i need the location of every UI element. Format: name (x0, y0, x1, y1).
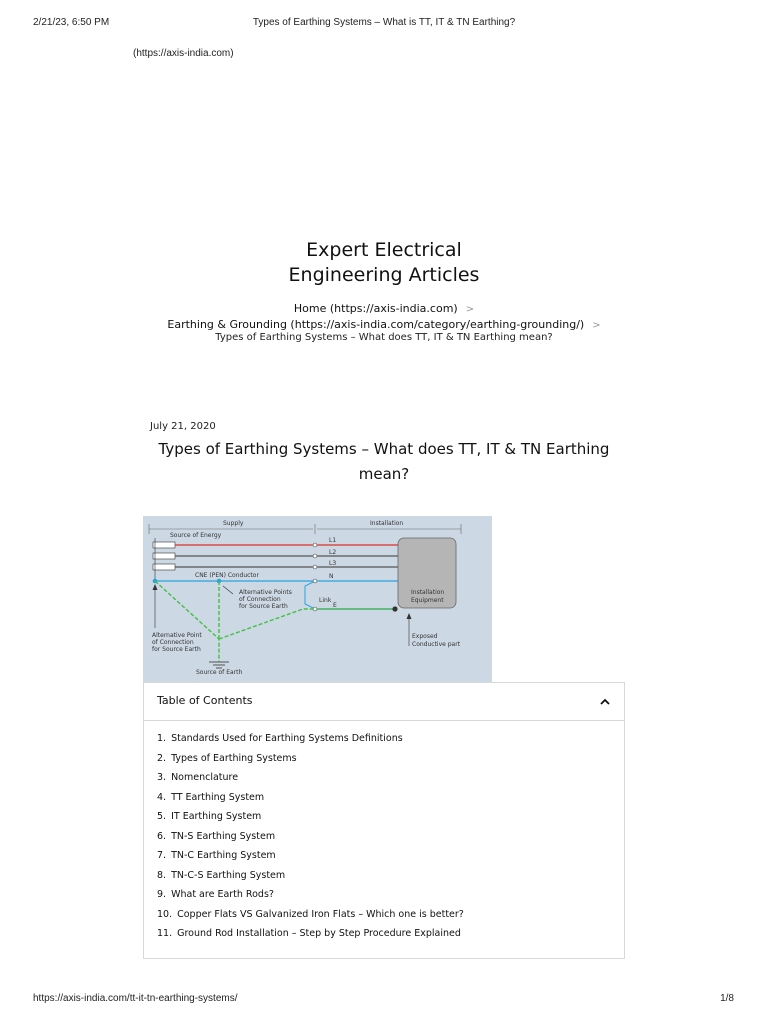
toc-item-number: 1. (157, 733, 167, 744)
link-conductor (305, 581, 395, 609)
toc-header[interactable] (144, 683, 624, 721)
diagram-label-alt-point-2: of Connection (152, 639, 194, 646)
site-title-line-1: Expert Electrical (306, 239, 462, 261)
diagram-label-e: E (333, 602, 337, 609)
chevron-right-icon: > (592, 320, 601, 331)
toc-list (157, 733, 464, 948)
toc-item-number: 8. (157, 869, 167, 881)
diagram-label-alt-points-3: for Source Earth (239, 603, 288, 610)
diagram-label-n: N (329, 573, 334, 580)
diagram-label-equipment-1: Installation (411, 589, 445, 596)
toc-item (157, 889, 464, 909)
toc-item-number: 4. (157, 791, 167, 803)
chevron-right-icon: > (465, 304, 475, 315)
toc-item-link[interactable]: Types of Earthing Systems (171, 752, 297, 764)
toc-item-number: 7. (157, 850, 167, 861)
toc-item-link[interactable]: TT Earthing System (171, 791, 265, 803)
diagram-label-exposed-1: Exposed (412, 633, 438, 640)
site-title-line-2: Engineering Articles (288, 264, 480, 286)
diagram-label-l3: L3 (329, 560, 337, 567)
toc-item-link[interactable]: TN-C-S Earthing System (171, 869, 286, 881)
toc-item (157, 909, 464, 929)
toc-item (157, 928, 464, 948)
diagram-label-link: Link (319, 597, 332, 604)
toc-item-number: 2. (157, 752, 167, 764)
diagram-label-alt-point-1: Alternative Point (152, 632, 202, 639)
breadcrumb-home-link[interactable]: Home (https://axis-india.com) (293, 302, 458, 315)
post-date: July 21, 2020 (150, 421, 216, 432)
toc-item-link[interactable]: Nomenclature (171, 772, 239, 783)
toc-item-number: 11. (157, 928, 173, 939)
site-home-link[interactable]: (https://axis-india.com) (133, 48, 234, 59)
diagram-label-alt-points-1: Alternative Points (239, 589, 292, 596)
toc-item (157, 870, 464, 890)
site-title (0, 238, 768, 288)
toc-item (157, 811, 464, 831)
diagram-label-supply: Supply (223, 520, 244, 527)
toc-item-link[interactable]: TN-S Earthing System (171, 830, 276, 842)
toc-item (157, 850, 464, 870)
diagram-label-l2: L2 (329, 549, 337, 556)
breadcrumb-category-link[interactable]: Earthing & Grounding (https://axis-india.com/category/earthing-grounding/) (167, 318, 585, 331)
table-of-contents (143, 682, 625, 959)
source-winding-1 (153, 542, 175, 548)
print-document-title: Types of Earthing Systems – What is TT, IT & TN Earthing? (252, 17, 516, 28)
diagram-label-source-of-energy: Source of Energy (170, 532, 222, 539)
toc-item-link[interactable]: TN-C Earthing System (171, 850, 276, 861)
source-winding-2 (153, 553, 175, 559)
diagram-label-installation: Installation (370, 520, 404, 527)
diagram-label-equipment-2: Equipment (411, 597, 444, 604)
toc-item-number: 10. (157, 908, 173, 920)
print-page-number: 1/8 (720, 993, 734, 1004)
diagram-label-cne: CNE (PEN) Conductor (195, 572, 259, 579)
article-title: Types of Earthing Systems – What does TT, IT & TN Earthing mean? (158, 440, 610, 483)
toc-item-number: 5. (157, 811, 167, 822)
toc-item-link[interactable]: IT Earthing System (171, 811, 262, 822)
toc-item-link[interactable]: Standards Used for Earthing Systems Definitions (171, 733, 403, 744)
toc-item-number: 6. (157, 830, 167, 842)
diagram-label-alt-point-3: for Source Earth (152, 646, 201, 653)
breadcrumb-home (0, 302, 768, 315)
toc-item (157, 753, 464, 773)
print-date: 2/21/23, 6:50 PM (33, 17, 110, 28)
toc-item-link[interactable]: Copper Flats VS Galvanized Iron Flats – Which one is better? (177, 908, 464, 920)
earthing-diagram (143, 516, 492, 682)
breadcrumb-current: Types of Earthing Systems – What does TT, IT & TN Earthing mean? (215, 332, 553, 343)
diagram-label-exposed-2: Conductive part (412, 641, 461, 648)
diagram-label-source-of-earth: Source of Earth (196, 669, 243, 676)
toc-item-number: 9. (157, 889, 167, 900)
source-winding-3 (153, 564, 175, 570)
toc-item (157, 792, 464, 812)
toc-item (157, 772, 464, 792)
toc-item (157, 733, 464, 753)
toc-item-number: 3. (157, 772, 167, 783)
diagram-label-l1: L1 (329, 537, 337, 544)
toc-title: Table of Contents (157, 694, 253, 707)
toc-item-link[interactable]: Ground Rod Installation – Step by Step Procedure Explained (177, 928, 461, 939)
diagram-label-alt-points-2: of Connection (239, 596, 281, 603)
toc-item-link[interactable]: What are Earth Rods? (171, 889, 274, 900)
breadcrumb-category (0, 318, 768, 331)
chevron-up-icon[interactable] (598, 695, 612, 709)
toc-item (157, 831, 464, 851)
print-url: https://axis-india.com/tt-it-tn-earthing-systems/ (33, 993, 238, 1004)
